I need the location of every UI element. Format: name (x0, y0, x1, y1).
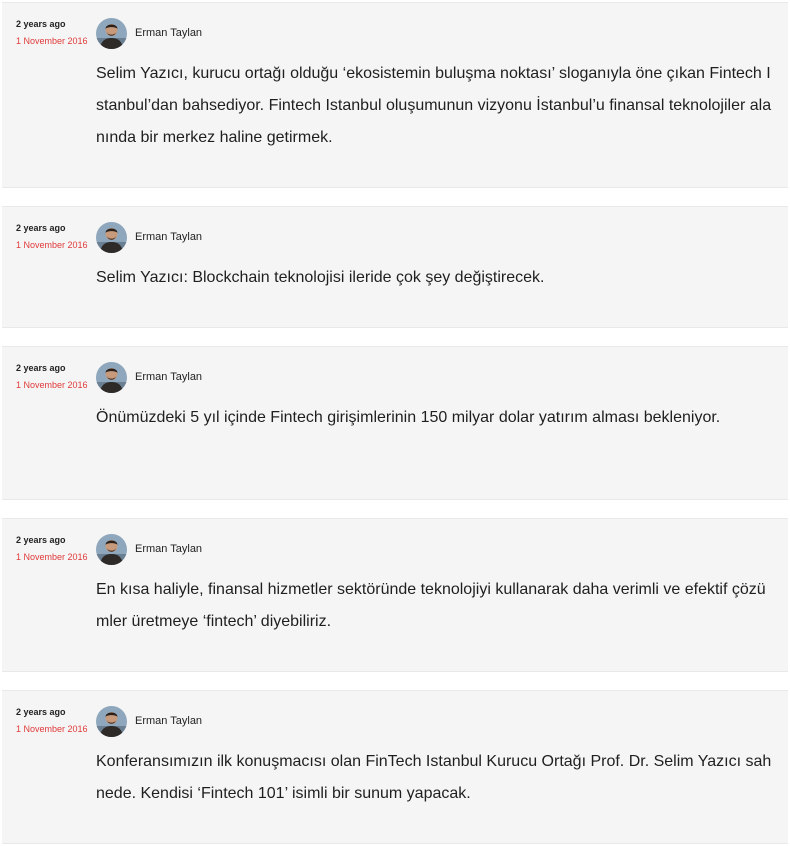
post-text: Selim Yazıcı, kurucu ortağı olduğu ‘ekosistemin buluşma noktası’ sloganıyla öne çıkan Fintech Istanbul’dan bahsediyor. Fintech Istanbul oluşumunun vizyonu İstanbul’u finansal teknolojiler alanında bir merkez haline getirmek. (96, 65, 772, 146)
user-avatar-icon[interactable] (96, 18, 127, 49)
post-author[interactable] (96, 17, 202, 49)
user-avatar-icon[interactable] (96, 222, 127, 253)
user-avatar-icon[interactable] (96, 706, 127, 737)
post-relative-time: 2 years ago (16, 19, 66, 29)
post-text: En kısa haliyle, finansal hizmetler sektöründe teknolojiyi kullanarak daha verimli ve efektif çözümler üretmeye ‘fintech’ diyebiliriz. (96, 581, 766, 630)
post-author[interactable] (96, 221, 202, 253)
post-text: Önümüzdeki 5 yıl içinde Fintech girişimlerinin 150 milyar dolar yatırım alması bekleniyor. (96, 409, 721, 426)
post-timestamp (16, 19, 96, 47)
post-timestamp (16, 707, 96, 735)
live-post (2, 346, 788, 500)
author-name[interactable]: Erman Taylan (135, 715, 203, 727)
author-name[interactable]: Erman Taylan (135, 543, 203, 555)
post-timestamp (16, 363, 96, 391)
author-name[interactable]: Erman Taylan (135, 371, 203, 383)
post-relative-time: 2 years ago (16, 223, 66, 233)
post-author[interactable] (96, 705, 202, 737)
post-timestamp (16, 535, 96, 563)
post-date: 1 November 2016 (16, 36, 88, 46)
post-author[interactable] (96, 361, 202, 393)
live-post (2, 206, 788, 328)
author-name[interactable]: Erman Taylan (135, 27, 203, 39)
post-text: Selim Yazıcı: Blockchain teknolojisi ileride çok şey değiştirecek. (96, 269, 545, 286)
user-avatar-icon[interactable] (96, 362, 127, 393)
post-date: 1 November 2016 (16, 552, 88, 562)
post-author[interactable] (96, 533, 202, 565)
post-text: Konferansımızın ilk konuşmacısı olan FinTech Istanbul Kurucu Ortağı Prof. Dr. Selim Yazıcı sahnede. Kendisi ‘Fintech 101’ isimli bir sunum yapacak. (96, 753, 772, 802)
live-post (2, 518, 788, 672)
post-relative-time: 2 years ago (16, 363, 66, 373)
post-relative-time: 2 years ago (16, 535, 66, 545)
live-post (2, 2, 788, 188)
post-date: 1 November 2016 (16, 380, 88, 390)
post-date: 1 November 2016 (16, 724, 88, 734)
post-timestamp (16, 223, 96, 251)
live-post (2, 690, 788, 844)
post-date: 1 November 2016 (16, 240, 88, 250)
user-avatar-icon[interactable] (96, 534, 127, 565)
post-relative-time: 2 years ago (16, 707, 66, 717)
author-name[interactable]: Erman Taylan (135, 231, 203, 243)
